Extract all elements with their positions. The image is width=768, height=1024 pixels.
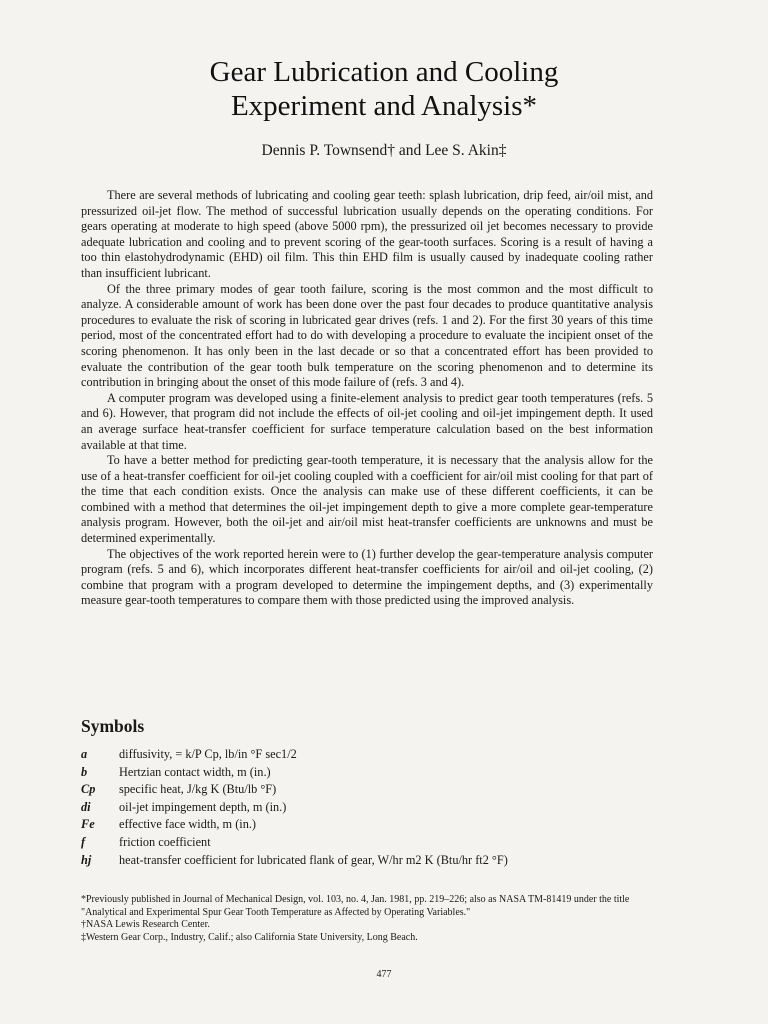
paper-title-line-1: Gear Lubrication and Cooling — [209, 56, 559, 88]
symbol: Cp — [81, 782, 96, 797]
symbol-definition: heat-transfer coefficient for lubricated flank of gear, W/hr m2 K (Btu/hr ft2 °F) — [119, 852, 508, 867]
symbol-definition: diffusivity, = k/P Cp, lb/in °F sec1/2 — [119, 747, 297, 761]
symbol: f — [81, 834, 86, 849]
symbol-row — [81, 816, 681, 834]
symbol: di — [81, 799, 91, 814]
footnote: *Previously published in Journal of Mechanical Design, vol. 103, no. 4, Jan. 1981, pp. 219–226; also as NASA TM-81419 under the title "Analytical and Experimental Spur Gear Tooth Temperature as Affected by Operating Variables." — [81, 894, 630, 918]
symbol-definition: effective face width, m (in.) — [119, 817, 257, 832]
author-line: Dennis P. Townsend† and Lee S. Akin‡ — [261, 142, 507, 159]
symbols-list — [81, 746, 681, 869]
symbol: a — [81, 747, 88, 761]
symbol-row — [81, 781, 681, 799]
footnote: †NASA Lewis Research Center. — [81, 919, 210, 930]
symbol-definition: friction coefficient — [119, 834, 211, 849]
symbol: Fe — [81, 817, 95, 832]
symbol-row — [81, 799, 681, 817]
symbol: hj — [81, 852, 92, 867]
footnotes — [81, 894, 671, 944]
paper-title-line-2: Experiment and Analysis* — [230, 90, 538, 122]
symbol-definition: Hertzian contact width, m (in.) — [119, 764, 271, 779]
section-heading-symbols: Symbols — [81, 716, 145, 736]
paragraph: A computer program was developed using a finite-element analysis to predict gear tooth temperatures (refs. 5 and 6). However, that program did not include the effects of oil-jet cooling and oil-jet impingement depth. It used an average surface heat-transfer coefficient for surface temperature calculation based on the best information available at that time. — [81, 390, 653, 452]
paragraph: Of the three primary modes of gear tooth failure, scoring is the most common and the most difficult to analyze. A considerable amount of work has been done over the past four decades to produce quantitative analysis procedures to evaluate the risk of scoring in lubricated gear drives (refs. 1 and 2). For the first 30 years of this time period, most of the concentrated effort had to do with developing a procedure to evaluate the incipient onset of the scoring phenomenon. It has only been in the last decade or so that a concentrated effort has been provided to evaluate the contribution of the gear tooth bulk temperature on the scoring phenomenon and to determine its contribution in bringing about the onset of this mode failure of (refs. 3 and 4). — [81, 281, 653, 390]
symbol: b — [81, 764, 88, 779]
symbol-definition: specific heat, J/kg K (Btu/lb °F) — [119, 782, 277, 797]
symbol-row — [81, 852, 681, 870]
paragraph: To have a better method for predicting gear-tooth temperature, it is necessary that the analysis allow for the use of a heat-transfer coefficient for oil-jet cooling coupled with a coefficient for air/oil mist cooling for that part of the time that each condition exists. Once the analysis can make use of these different coefficients, it can be combined with a method that determines the oil-jet impingement depth to give a more complete gear-temperature analysis program. However, both the oil-jet and air/oil mist heat-transfer coefficients are unknowns and must be determined experimentally. — [81, 453, 653, 546]
introduction-body — [81, 188, 653, 609]
symbol-row — [81, 764, 681, 782]
symbol-definition: oil-jet impingement depth, m (in.) — [119, 799, 287, 814]
paragraph: The objectives of the work reported herein were to (1) further develop the gear-temperature analysis computer program (refs. 5 and 6), which incorporates different heat-transfer coefficients for air/oil and oil-jet cooling, (2) combine that program with a program developed to determine the impingement depths, and (3) experimentally measure gear-tooth temperatures to compare them with those predicted using the improved analysis. — [81, 546, 653, 608]
page-number: 477 — [376, 969, 392, 980]
symbol-row — [81, 746, 681, 764]
symbol-row — [81, 834, 681, 852]
paragraph: There are several methods of lubricating and cooling gear teeth: splash lubrication, drip feed, air/oil mist, and pressurized oil-jet flow. The method of successful lubrication usually depends on the operating conditions. For gears operating at moderate to high speed (above 5000 rpm), the pressurized oil jet becomes necessary to provide adequate lubrication and cooling and to prevent scoring of the gear-tooth surfaces. Scoring is a result of having a too thin elastohydrodynamic (EHD) oil film. This thin EHD film is usually caused by inadequate cooling rather than insufficient lubricant. — [81, 188, 653, 280]
footnote: ‡Western Gear Corp., Industry, Calif.; also California State University, Long Beach. — [81, 931, 418, 943]
